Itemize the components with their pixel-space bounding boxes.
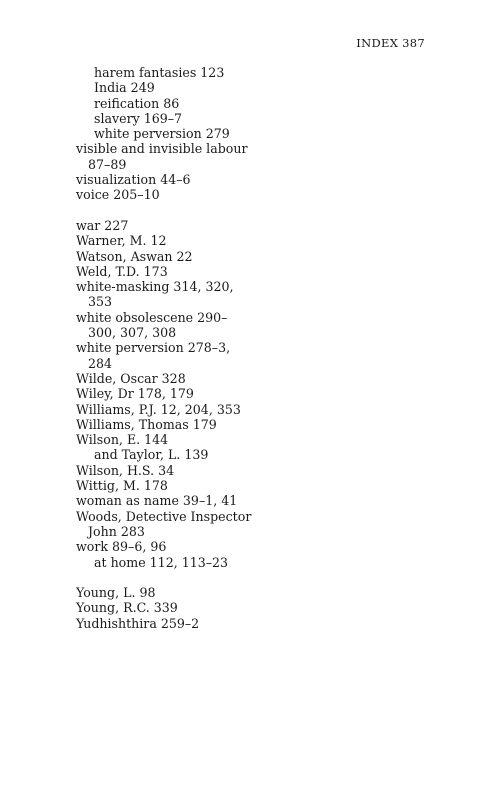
index-entry: white perversion 278–3, (76, 340, 231, 356)
index-entry: Williams, Thomas 179 (76, 416, 217, 432)
index-subentry: at home 112, 113–23 (94, 554, 229, 570)
index-entry: Wilde, Oscar 328 (76, 370, 186, 386)
index-entry: white obsolescene 290– (76, 309, 228, 325)
index-entry: visualization 44–6 (76, 172, 191, 188)
index-entry-continuation: 284 (88, 355, 113, 371)
letter-group-spacer (76, 570, 436, 585)
index-entry: Wilson, H.S. 34 (76, 462, 175, 478)
index-entry: Watson, Aswan 22 (76, 248, 193, 264)
index-entry: work 89–6, 96 (76, 539, 167, 555)
index-entry: Weld, T.D. 173 (76, 263, 168, 279)
index-entry: Wiley, Dr 178, 179 (76, 386, 194, 402)
index-subentry: harem fantasies 123 (94, 65, 225, 80)
index-subentry: reification 86 (94, 95, 180, 111)
index-entry: visible and invisible labour (76, 141, 248, 157)
index-entry: Young, L. 98 (76, 585, 156, 601)
index-subentry: white perversion 279 (94, 126, 230, 142)
index-entry: white-masking 314, 320, (76, 279, 234, 295)
index-entry-continuation: John 283 (88, 523, 145, 539)
index-entry: voice 205–10 (76, 187, 160, 203)
index-subentry: and Taylor, L. 139 (94, 447, 209, 463)
index-entry: war 227 (76, 217, 129, 233)
index-entry: Wittig, M. 178 (76, 478, 168, 494)
index-entry: Yudhishthira 259–2 (76, 615, 200, 631)
index-entry: Woods, Detective Inspector (76, 508, 252, 524)
index-entry: woman as name 39–1, 41 (76, 493, 238, 509)
index-entry-continuation: 300, 307, 308 (88, 325, 177, 341)
index-entry: Young, R.C. 339 (76, 600, 178, 616)
index-list (76, 65, 436, 631)
index-entry-continuation: 87–89 (88, 156, 127, 172)
index-entry: Wilson, E. 144 (76, 432, 169, 448)
running-head: INDEX 387 (356, 36, 425, 50)
index-subentry: India 249 (94, 80, 155, 96)
index-entry: Williams, P.J. 12, 204, 353 (76, 401, 241, 417)
letter-group-spacer (76, 203, 436, 218)
index-entry-continuation: 353 (88, 294, 113, 310)
index-subentry: slavery 169–7 (94, 110, 183, 126)
index-entry: Warner, M. 12 (76, 233, 167, 249)
